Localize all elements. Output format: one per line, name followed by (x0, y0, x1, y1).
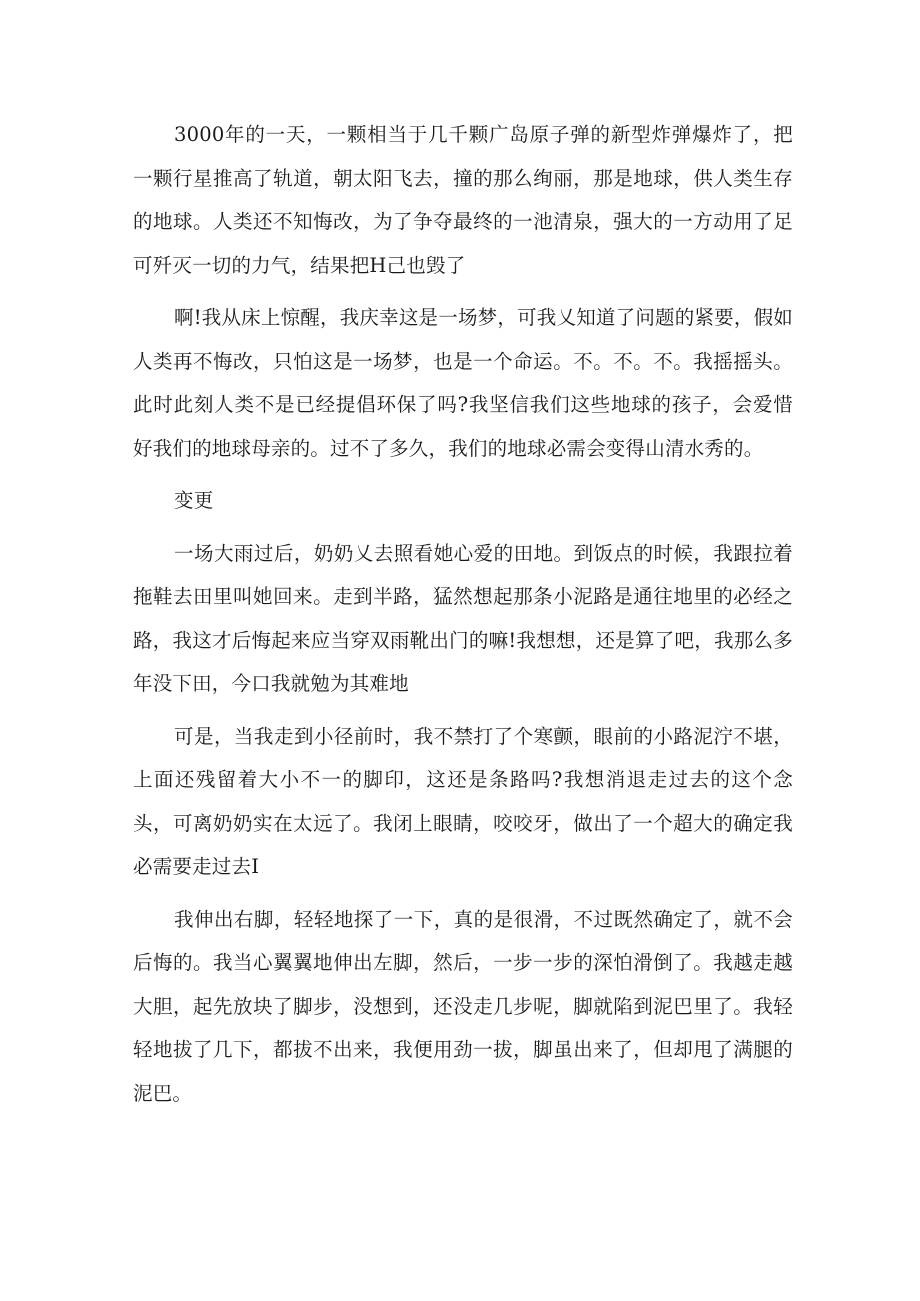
paragraph-muddy-path: 可是，当我走到小径前时，我不禁打了个寒颤，眼前的小路泥泞不堪，上面还残留着大小不一的脚印，这还是条路吗?我想消退走过去的这个念头，可离奶奶实在太远了。我闭上眼睛，咬咬牙，做出了一个超大的确定我必需要走过去I (133, 724, 793, 878)
section-title: 变更 (174, 489, 214, 512)
paragraph-wake-up: 啊!我从床上惊醒，我庆幸这是一场梦，可我乂知道了问题的紧要，假如人类再不悔改，只怕这是一场梦，也是一个命运。不。不。不。我摇摇头。此时此刻人类不是已经提倡环保了吗?我坚信我们这些地球的孩子，会爱惜好我们的地球母亲的。过不了多久，我们的地球必需会变得山清水秀的。 (133, 306, 793, 460)
paragraph-walking-mud: 我伸出右脚，轻轻地探了一下，真的是很滑，不过既然确定了，就不会后悔的。我当心翼翼地伸出左脚，然后，一步一步的深怕滑倒了。我越走越大胆，起先放块了脚步，没想到，还没走几步呢，脚就陷到泥巴里了。我轻轻地拔了几下，都拔不出来，我便用劲一拔，脚虽出来了，但却甩了满腿的泥巴。 (133, 907, 793, 1105)
document-body (133, 113, 793, 1124)
paragraph-after-rain: 一场大雨过后，奶奶乂去照看她心爱的田地。到饭点的时候，我跟拉着拖鞋去田里叫她回来。走到半路，猛然想起那条小泥路是通往地里的必经之路，我这才后悔起来应当穿双雨靴出门的嘛!我想想，还是算了吧，我那么多年没下田，今口我就勉为其难地 (133, 541, 793, 695)
paragraph-dream-explosion: 3000年的一天，一颗相当于几千颗广岛原子弹的新型炸弹爆炸了，把一颗行星推高了轨道，朝太阳飞去，撞的那么绚丽，那是地球，供人类生存的地球。人类还不知悔改，为了争夺最终的一池清泉，强大的一方动用了足可歼灭一切的力气，结果把H己也毁了 (133, 123, 793, 277)
